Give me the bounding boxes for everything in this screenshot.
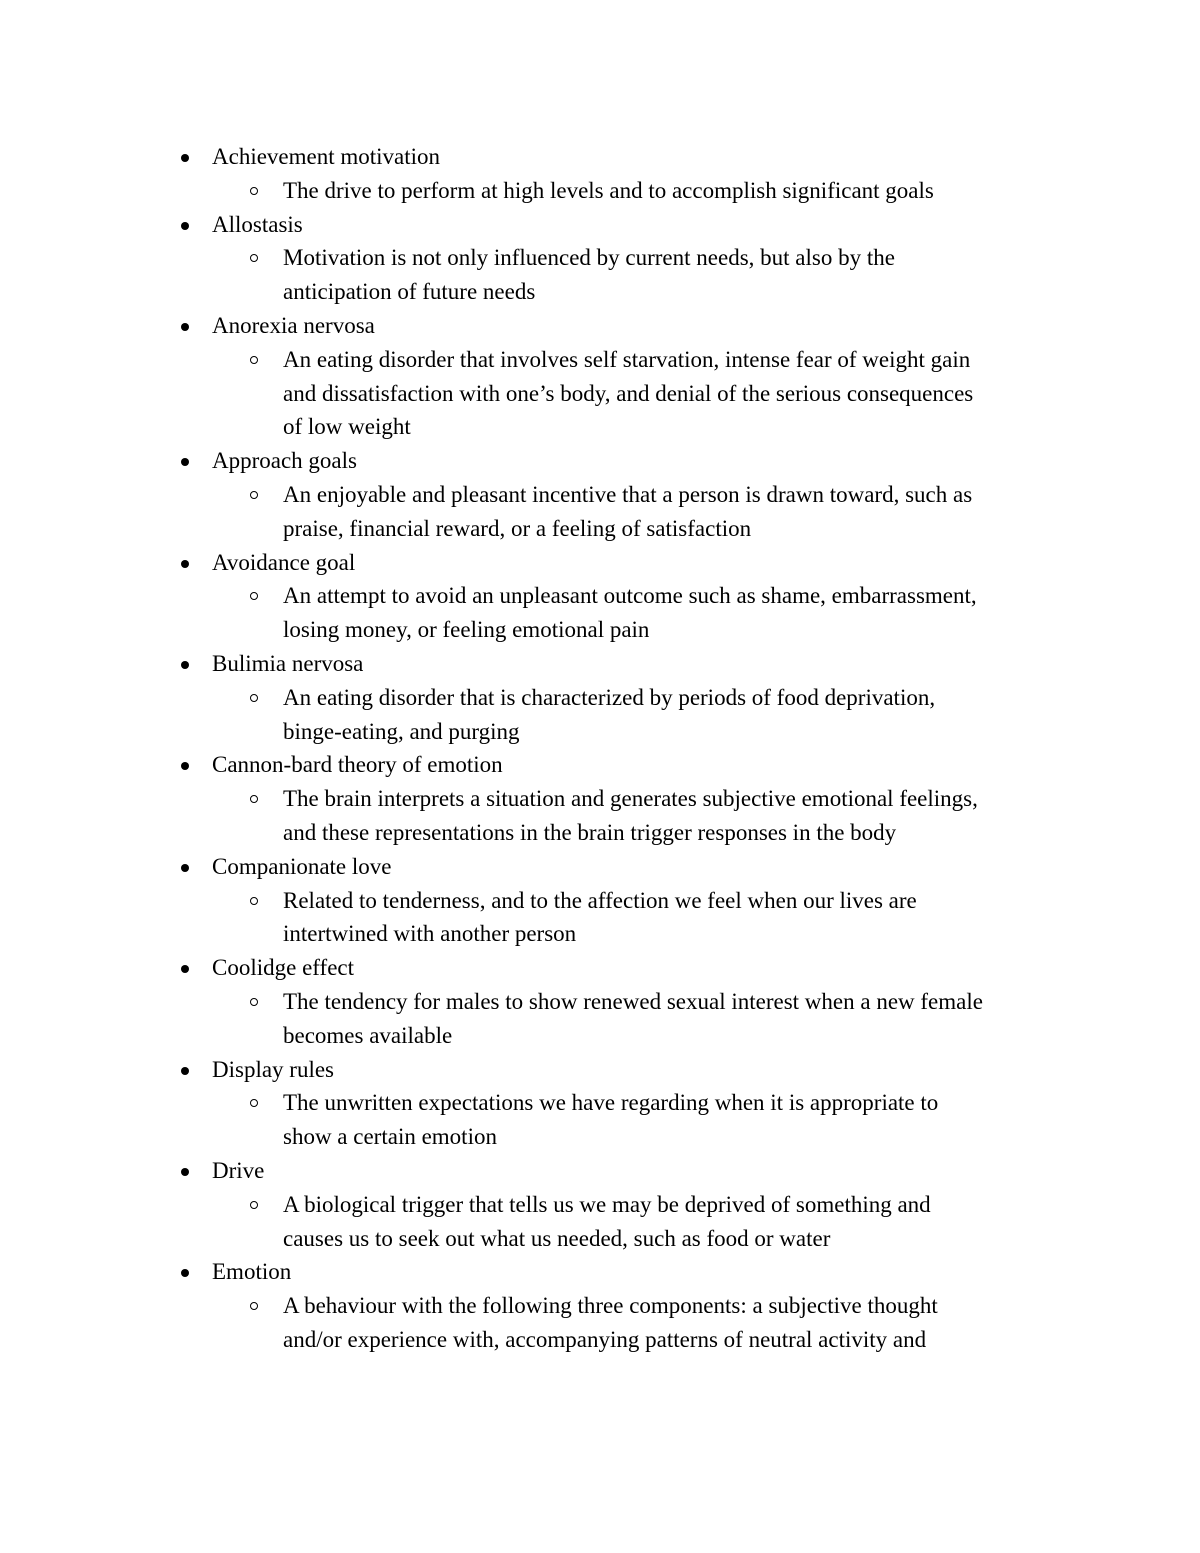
glossary-definition [283,241,1078,309]
definition-line: Motivation is not only influenced by current needs, but also by the [283,245,895,271]
hollow-circle-bullet-icon [250,356,258,364]
definition-list [212,681,1078,749]
glossary-entry [178,546,1078,647]
definition-line: praise, financial reward, or a feeling of satisfaction [283,515,752,541]
definition-line: An eating disorder that is characterized by periods of food deprivation, [283,684,936,710]
glossary-term: Cannon-bard theory of emotion [212,752,503,778]
definition-list [212,1188,1078,1256]
hollow-circle-bullet-icon [250,254,258,262]
filled-bullet-icon [181,864,189,872]
definition-list [212,884,1078,952]
glossary-entry [178,444,1078,545]
filled-bullet-icon [181,222,189,230]
hollow-circle-bullet-icon [250,1302,258,1310]
glossary-term: Drive [212,1157,265,1183]
glossary-entry [178,647,1078,748]
definition-list [212,343,1078,444]
glossary-definition [283,579,1078,647]
glossary-entry [178,951,1078,1052]
definition-line: The brain interprets a situation and generates subjective emotional feelings, [283,786,978,812]
glossary-term: Bulimia nervosa [212,650,364,676]
filled-bullet-icon [181,661,189,669]
definition-line: causes us to seek out what us needed, such as food or water [283,1225,831,1251]
glossary-entry [178,208,1078,309]
glossary-definition [283,681,1078,749]
definition-line: of low weight [283,414,411,440]
filled-bullet-icon [181,1067,189,1075]
glossary-definition [283,343,1078,444]
filled-bullet-icon [181,154,189,162]
definition-line: A behaviour with the following three components: a subjective thought [283,1293,938,1319]
hollow-circle-bullet-icon [250,1201,258,1209]
definition-line: The unwritten expectations we have regarding when it is appropriate to [283,1090,939,1116]
definition-list [212,241,1078,309]
glossary-term: Avoidance goal [212,549,356,575]
glossary-term: Coolidge effect [212,955,354,981]
hollow-circle-bullet-icon [250,1099,258,1107]
definition-line: show a certain emotion [283,1124,497,1150]
glossary-definition [283,985,1078,1053]
definition-line: losing money, or feeling emotional pain [283,617,650,643]
definition-line: and dissatisfaction with one’s body, and denial of the serious consequences [283,380,974,406]
filled-bullet-icon [181,965,189,973]
definition-line: An eating disorder that involves self starvation, intense fear of weight gain [283,346,971,372]
definition-line: and/or experience with, accompanying patterns of neutral activity and [283,1326,927,1352]
glossary-entry [178,309,1078,444]
glossary-definition [283,174,1078,208]
definition-line: becomes available [283,1022,453,1048]
hollow-circle-bullet-icon [250,694,258,702]
hollow-circle-bullet-icon [250,998,258,1006]
glossary-definition [283,782,1078,850]
definition-line: The tendency for males to show renewed sexual interest when a new female [283,988,983,1014]
definition-line: intertwined with another person [283,921,577,947]
definition-list [212,579,1078,647]
definition-list [212,174,1078,208]
glossary-term: Approach goals [212,448,357,474]
glossary-definition [283,884,1078,952]
definition-list [212,1289,1078,1357]
definition-line: An enjoyable and pleasant incentive that a person is drawn toward, such as [283,481,973,507]
glossary-definition [283,1289,1078,1357]
glossary-term: Achievement motivation [212,144,441,169]
definition-list [212,782,1078,850]
glossary-term: Companionate love [212,853,392,879]
glossary-entry [178,850,1078,951]
glossary-term: Display rules [212,1056,335,1082]
filled-bullet-icon [181,458,189,466]
hollow-circle-bullet-icon [250,795,258,803]
definition-list [212,985,1078,1053]
glossary-entry [178,748,1078,849]
glossary-entry [178,140,1078,208]
definition-line: Related to tenderness, and to the affection we feel when our lives are [283,887,917,913]
hollow-circle-bullet-icon [250,592,258,600]
filled-bullet-icon [181,762,189,770]
filled-bullet-icon [181,1269,189,1277]
definition-line: and these representations in the brain trigger responses in the body [283,819,897,845]
glossary-list [178,140,1078,1357]
hollow-circle-bullet-icon [250,491,258,499]
filled-bullet-icon [181,1168,189,1176]
glossary-term: Anorexia nervosa [212,312,375,338]
glossary-definition [283,1086,1078,1154]
definition-list [212,478,1078,546]
definition-line: The drive to perform at high levels and to accomplish significant goals [283,177,934,203]
definition-line: anticipation of future needs [283,279,536,305]
filled-bullet-icon [181,323,189,331]
glossary-entry [178,1053,1078,1154]
glossary-definition [283,478,1078,546]
hollow-circle-bullet-icon [250,897,258,905]
glossary-term: Allostasis [212,211,303,237]
glossary-entry [178,1154,1078,1255]
definition-line: An attempt to avoid an unpleasant outcome such as shame, embarrassment, [283,583,977,609]
definition-line: A biological trigger that tells us we may be deprived of something and [283,1191,931,1217]
glossary-entry [178,1255,1078,1356]
definition-list [212,1086,1078,1154]
filled-bullet-icon [181,560,189,568]
glossary-term: Emotion [212,1259,292,1285]
hollow-circle-bullet-icon [250,187,258,195]
definition-line: binge-eating, and purging [283,718,520,744]
glossary-definition [283,1188,1078,1256]
